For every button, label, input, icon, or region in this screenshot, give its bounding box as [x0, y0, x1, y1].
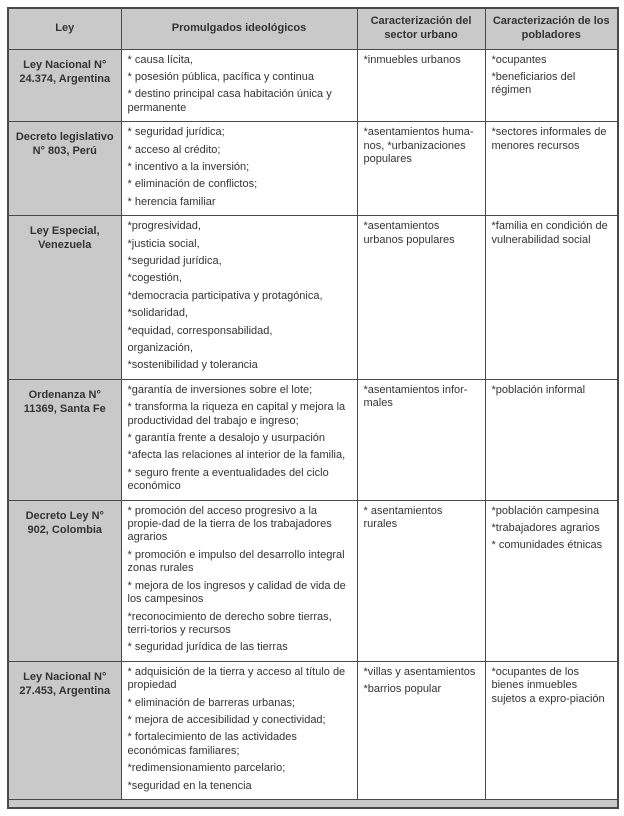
cell-text: *reconocimiento de derecho sobre tierras, terri-torios y recursos [127, 610, 332, 636]
table-row [8, 379, 618, 500]
cell-text: * eliminación de barreras urbanas; [127, 696, 296, 709]
cell-text: * mejora de accesibilidad y conectividad; [127, 713, 326, 726]
cell-text: *seguridad jurídica, [127, 254, 222, 267]
cell-text: *población campesina [491, 504, 600, 517]
cell-text: *ocupantes [491, 53, 547, 66]
col-header-promulgados: Promulgados ideológicos [121, 8, 357, 49]
cell-text: *progresividad, [127, 220, 201, 233]
cell-text: *sostenibilidad y tolerancia [127, 359, 258, 372]
cell-text: *villas y asentamientos [363, 665, 476, 678]
promulgados-ideologicos-cell [121, 379, 357, 500]
sector-urbano-cell [357, 122, 485, 216]
law-name-cell: Ley Nacional N° 27.453, Argentina [8, 661, 121, 799]
table-row [8, 661, 618, 799]
col-header-ley: Ley [8, 8, 121, 49]
table-row [8, 216, 618, 380]
sector-urbano-cell [357, 661, 485, 799]
col-header-pobladores: Caracterización de los pobladores [485, 8, 618, 49]
promulgados-ideologicos-cell [121, 122, 357, 216]
cell-text: *solidaridad, [127, 307, 189, 320]
col-header-sector-urbano: Caracterización del sector urbano [357, 8, 485, 49]
sector-urbano-cell [357, 500, 485, 661]
sector-urbano-cell [357, 216, 485, 380]
cell-text: * garantía frente a desalojo y usurpación [127, 432, 326, 445]
promulgados-ideologicos-cell [121, 500, 357, 661]
cell-text: *asentamientos huma-nos, *urbanizaciones populares [363, 126, 474, 165]
cell-text: *asentamientos infor-males [363, 383, 468, 410]
footer-strip-row [8, 799, 618, 808]
law-name-cell: Ordenanza N° 11369, Santa Fe [8, 379, 121, 500]
cell-text: *población informal [491, 383, 586, 396]
cell-text: * fortalecimiento de las actividades económicas familiares; [127, 731, 297, 757]
cell-text: *garantía de inversiones sobre el lote; [127, 383, 313, 396]
law-name-cell: Ley Nacional N° 24.374, Argentina [8, 49, 121, 122]
sector-urbano-cell [357, 49, 485, 122]
law-name-cell: Decreto Ley N° 902, Colombia [8, 500, 121, 661]
cell-text: * incentivo a la inversión; [127, 160, 250, 173]
cell-text: *beneficiarios del régimen [491, 70, 576, 97]
promulgados-ideologicos-cell [121, 49, 357, 122]
cell-text: * seguro frente a eventualidades del ciclo económico [127, 466, 329, 493]
pobladores-cell [485, 500, 618, 661]
cell-text: *equidad, corresponsabilidad, [127, 324, 273, 337]
cell-text: * seguridad jurídica; [127, 126, 225, 139]
table-row [8, 500, 618, 661]
header-row [8, 8, 618, 49]
cell-text: *inmuebles urbanos [363, 53, 461, 66]
cell-text: organización, [127, 342, 193, 354]
pobladores-cell [485, 122, 618, 216]
cell-text: * promoción e impulso del desarrollo integral zonas rurales [127, 548, 345, 575]
cell-text: *familia en condición de vulnerabilidad social [491, 220, 608, 246]
promulgados-ideologicos-cell [121, 216, 357, 380]
footer-strip [8, 799, 618, 808]
cell-text: *cogestión, [127, 272, 182, 285]
sector-urbano-cell [357, 379, 485, 500]
pobladores-cell [485, 379, 618, 500]
law-name-cell: Ley Especial, Venezuela [8, 216, 121, 380]
pobladores-cell [485, 49, 618, 122]
cell-text: *democracia participativa y protagónica, [127, 289, 323, 302]
cell-text: * mejora de los ingresos y calidad de vida de los campesinos [127, 579, 346, 606]
pobladores-cell [485, 216, 618, 380]
cell-text: * asentamientos rurales [363, 504, 443, 531]
cell-text: *redimensionamiento parcelario; [127, 762, 286, 775]
cell-text: *ocupantes de los bienes inmuebles sujetos a expro-piación [491, 665, 605, 705]
cell-text: * promoción del acceso progresivo a la propie-dad de la tierra de los trabajadores agrarios [127, 504, 332, 544]
pobladores-cell [485, 661, 618, 799]
cell-text: * adquisición de la tierra y acceso al título de propiedad [127, 665, 346, 692]
cell-text: * comunidades étnicas [491, 539, 603, 552]
law-comparison-table [7, 7, 619, 809]
cell-text: *barrios popular [363, 683, 442, 696]
law-name-cell: Decreto legislativo N° 803, Perú [8, 122, 121, 216]
table-row [8, 49, 618, 122]
cell-text: *trabajadores agrarios [491, 522, 600, 535]
cell-text: * acceso al crédito; [127, 143, 221, 156]
cell-text: * destino principal casa habitación única y permanente [127, 88, 332, 114]
cell-text: * eliminación de conflictos; [127, 178, 258, 191]
cell-text: * causa lícita, [127, 53, 193, 66]
cell-text: *seguridad en la tenencia [127, 779, 252, 792]
cell-text: *asentamientos urbanos populares [363, 220, 455, 246]
cell-text: *sectores informales de menores recursos [491, 126, 607, 152]
cell-text: *justicia social, [127, 237, 200, 250]
table-row [8, 122, 618, 216]
cell-text: *afecta las relaciones al interior de la familia, [127, 449, 346, 462]
cell-text: * seguridad jurídica de las tierras [127, 641, 288, 654]
promulgados-ideologicos-cell [121, 661, 357, 799]
cell-text: * transforma la riqueza en capital y mejora la productividad del trabajo e ingreso; [127, 401, 346, 427]
cell-text: * posesión pública, pacífica y continua [127, 70, 315, 83]
table-body [8, 49, 618, 799]
cell-text: * herencia familiar [127, 195, 216, 208]
